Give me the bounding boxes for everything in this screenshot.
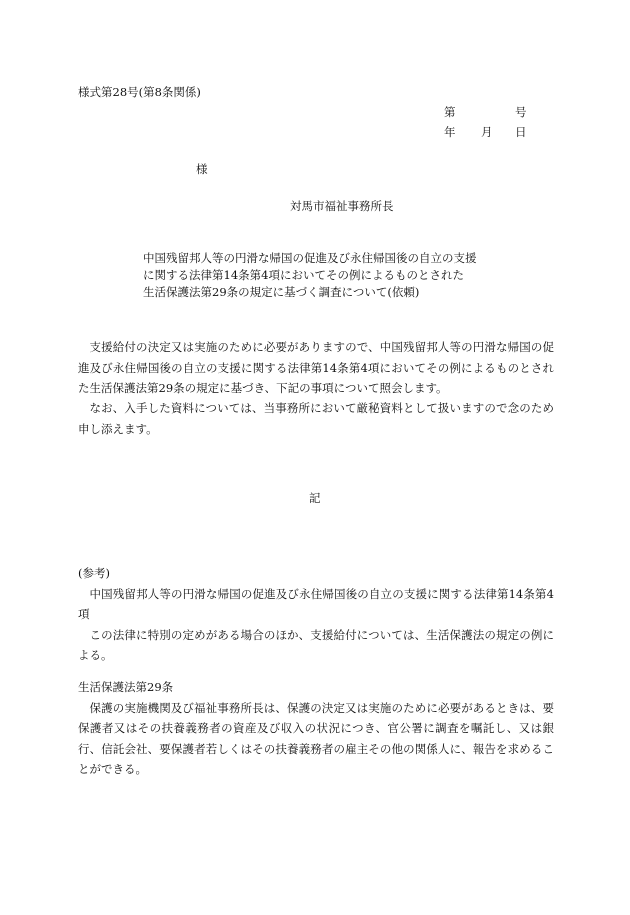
article-heading: 生活保護法第29条 (78, 680, 174, 694)
number-suffix: 号 (515, 105, 527, 119)
reference-section (78, 563, 554, 666)
title-line: 中国残留邦人等の円滑な帰国の促進及び永住帰国後の自立の支援 (143, 251, 477, 265)
sender: 対馬市福祉事務所長 (290, 199, 394, 213)
date-month: 月 (481, 125, 493, 139)
addressee-suffix: 様 (196, 162, 208, 176)
reference-law-title: 中国残留邦人等の円滑な帰国の促進及び永住帰国後の自立の支援に関する法律第14条第4項 (78, 586, 554, 621)
ki-marker: 記 (309, 491, 321, 505)
article-text: 保護の実施機関及び福祉事務所長は、保護の決定又は実施のために必要があるときは、要保護者又はその扶養義務者の資産及び収入の状況につき、官公署に調査を嘱託し、又は銀行、信託会社、要保護者若しくはその扶養義務者の雇主その他の関係人に、報告を求めることができる。 (78, 700, 554, 776)
body-paragraph-1: 支援給付の決定又は実施のために必要がありますので、中国残留邦人等の円滑な帰国の促進及び永住帰国後の自立の支援に関する法律第14条第4項においてその例によるものとされた生活保護法第29条の規定に基づき、下記の事項について照会します。 (78, 340, 554, 395)
article-section (78, 677, 554, 780)
document-title (143, 250, 477, 301)
reference-heading: (参考) (78, 566, 110, 580)
reference-law-text: この法律に特別の定めがある場合のほか、支援給付については、生活保護法の規定の例による。 (78, 627, 554, 662)
number-prefix: 第 (444, 105, 456, 119)
title-line: 生活保護法第29条の規定に基づく調査について(依頼) (143, 285, 420, 299)
form-number: 様式第28号(第8条関係) (78, 85, 201, 99)
date-year: 年 (444, 125, 456, 139)
date-day: 日 (515, 125, 527, 139)
body-paragraph-2: なお、入手した資料については、当事務所において厳秘資料として扱いますので念のため申し添えます。 (78, 401, 554, 436)
title-line: に関する法律第14条第4項においてその例によるものとされた (143, 268, 464, 282)
